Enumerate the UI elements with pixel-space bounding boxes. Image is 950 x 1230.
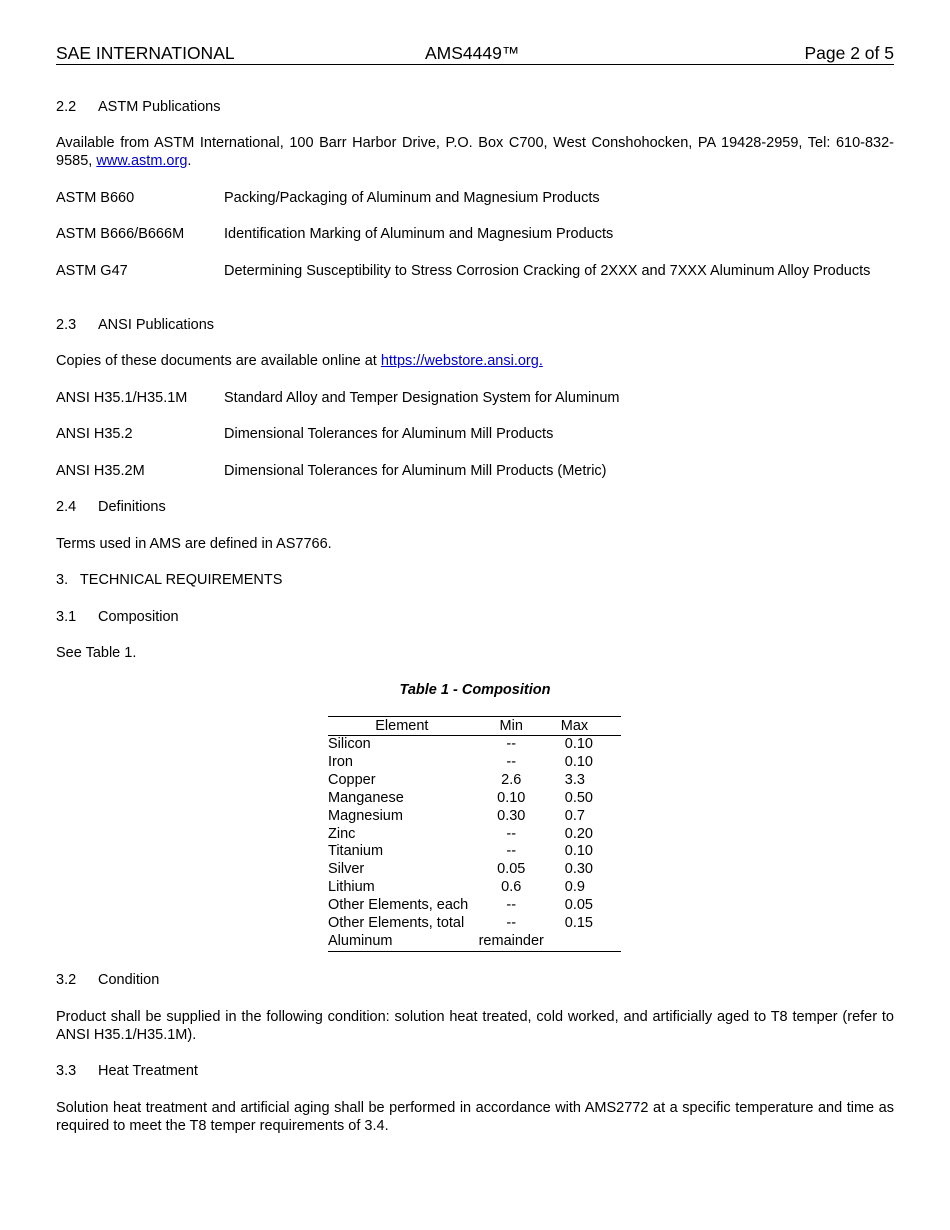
column-header-max: Max (560, 718, 589, 734)
ref-code-ansi-h35-2m: ANSI H35.2M (56, 463, 145, 479)
ref-desc-astm-b666: Identification Marking of Aluminum and Magnesium Products (224, 226, 614, 242)
table-header-row (328, 717, 621, 736)
cell-element: Silver (328, 861, 365, 878)
section-2-2-title: ASTM Publications (98, 99, 221, 115)
header-org: SAE INTERNATIONAL (56, 43, 235, 63)
section-3-1-title: Composition (98, 609, 179, 625)
cell-element: Zinc (328, 825, 356, 842)
cell-element: Other Elements, total (328, 915, 465, 932)
cell-element: Titanium (328, 843, 384, 860)
ref-code-astm-b660: ASTM B660 (56, 190, 135, 206)
ref-desc-astm-g47: Determining Susceptibility to Stress Corrosion Cracking of 2XXX and 7XXX Aluminum Alloy Products (224, 263, 871, 279)
cell-max: 0.20 (564, 825, 593, 842)
cell-min: -- (506, 915, 517, 932)
section-3-2-number: 3.2 (56, 972, 77, 988)
ref-code-ansi-h35-2: ANSI H35.2 (56, 426, 133, 442)
ref-desc-ansi-h35-1: Standard Alloy and Temper Designation System for Aluminum (224, 390, 620, 406)
section-3-2-title: Condition (98, 972, 160, 988)
cell-max: 0.30 (564, 861, 593, 878)
cell-element: Silicon (328, 736, 371, 752)
astm-website-link[interactable]: www.astm.org (96, 153, 188, 169)
cell-min: 2.6 (501, 771, 522, 788)
cell-element: Manganese (328, 789, 404, 806)
table-row (328, 736, 621, 754)
section-2-4-title: Definitions (98, 499, 166, 515)
cell-element: Copper (328, 771, 376, 788)
section-2-4-number: 2.4 (56, 499, 77, 515)
heat-treatment-text: Solution heat treatment and artificial aging shall be performed in accordance with AMS2772 at a specific temperature and time as required to meet the T8 temper requirements of 3.4. (56, 1100, 894, 1134)
column-header-min: Min (499, 718, 523, 734)
ansi-availability-text (56, 352, 894, 370)
table-row (328, 915, 621, 933)
cell-element: Other Elements, each (328, 897, 469, 914)
table-row (328, 879, 621, 897)
cell-max: 0.05 (564, 897, 593, 914)
section-3-heading: 3. TECHNICAL REQUIREMENTS (56, 572, 283, 588)
section-3-1-number: 3.1 (56, 609, 77, 625)
column-header-element: Element (375, 718, 429, 734)
section-3-3-title: Heat Treatment (98, 1063, 198, 1079)
table-row (328, 933, 621, 951)
section-2-2-number: 2.2 (56, 99, 77, 115)
section-2-3-number: 2.3 (56, 317, 77, 333)
table-row (328, 808, 621, 826)
cell-element: Magnesium (328, 807, 403, 824)
astm-availability-text (56, 134, 894, 170)
ref-code-astm-g47: ASTM G47 (56, 263, 128, 279)
header-page-number: Page 2 of 5 (804, 43, 894, 63)
condition-text: Product shall be supplied in the following condition: solution heat treated, cold worked, and artificially aged to T8 temper (refer to ANSI H35.1/H35.1M). (56, 1009, 894, 1043)
table-row (328, 790, 621, 808)
section-2-3-title: ANSI Publications (98, 317, 215, 333)
cell-element: Iron (328, 753, 353, 770)
cell-element: Aluminum (328, 932, 393, 949)
composition-table (328, 716, 621, 952)
table-row (328, 826, 621, 844)
ansi-webstore-link[interactable]: https://webstore.ansi.org. (380, 353, 543, 369)
header-doc-number: AMS4449™ (425, 43, 520, 63)
ref-code-astm-b666: ASTM B666/B666M (56, 226, 185, 242)
ref-desc-astm-b660: Packing/Packaging of Aluminum and Magnesium Products (224, 190, 600, 206)
cell-min: -- (506, 825, 517, 842)
ref-code-ansi-h35-1: ANSI H35.1/H35.1M (56, 390, 188, 406)
composition-text: See Table 1. (56, 645, 137, 661)
cell-max (547, 933, 621, 951)
definitions-text: Terms used in AMS are defined in AS7766. (56, 536, 332, 552)
cell-max: 0.7 (564, 807, 585, 824)
section-3-3-number: 3.3 (56, 1063, 77, 1079)
ansi-availability-prefix: Copies of these documents are available online at (56, 353, 381, 369)
cell-min: -- (506, 736, 517, 752)
cell-min: remainder (478, 932, 544, 949)
ref-desc-ansi-h35-2m: Dimensional Tolerances for Aluminum Mill Products (Metric) (224, 463, 607, 479)
cell-max: 0.10 (564, 843, 593, 860)
cell-min: 0.10 (497, 789, 526, 806)
cell-max: 0.15 (564, 915, 593, 932)
cell-max: 3.3 (564, 771, 585, 788)
cell-max: 0.10 (564, 753, 593, 770)
cell-max: 0.9 (564, 879, 585, 896)
cell-max: 0.10 (564, 736, 593, 752)
cell-min: 0.30 (497, 807, 526, 824)
astm-availability-suffix: . (187, 153, 192, 169)
ref-desc-ansi-h35-2: Dimensional Tolerances for Aluminum Mill Products (224, 426, 554, 442)
cell-min: -- (506, 897, 517, 914)
table-row (328, 897, 621, 915)
cell-min: -- (506, 753, 517, 770)
cell-element: Lithium (328, 879, 375, 896)
cell-min: -- (506, 843, 517, 860)
page-header (56, 43, 894, 65)
cell-min: 0.6 (501, 879, 522, 896)
cell-min: 0.05 (497, 861, 526, 878)
table-row (328, 754, 621, 772)
table-row (328, 843, 621, 861)
cell-max: 0.50 (564, 789, 593, 806)
astm-availability-prefix: Available from ASTM International, 100 Barr Harbor Drive, P.O. Box C700, West Conshohocken, PA 19428-2959, Tel: 610-832-9585, (56, 135, 894, 169)
table-row (328, 772, 621, 790)
table-row (328, 861, 621, 879)
table-1-title: Table 1 - Composition (399, 682, 551, 698)
